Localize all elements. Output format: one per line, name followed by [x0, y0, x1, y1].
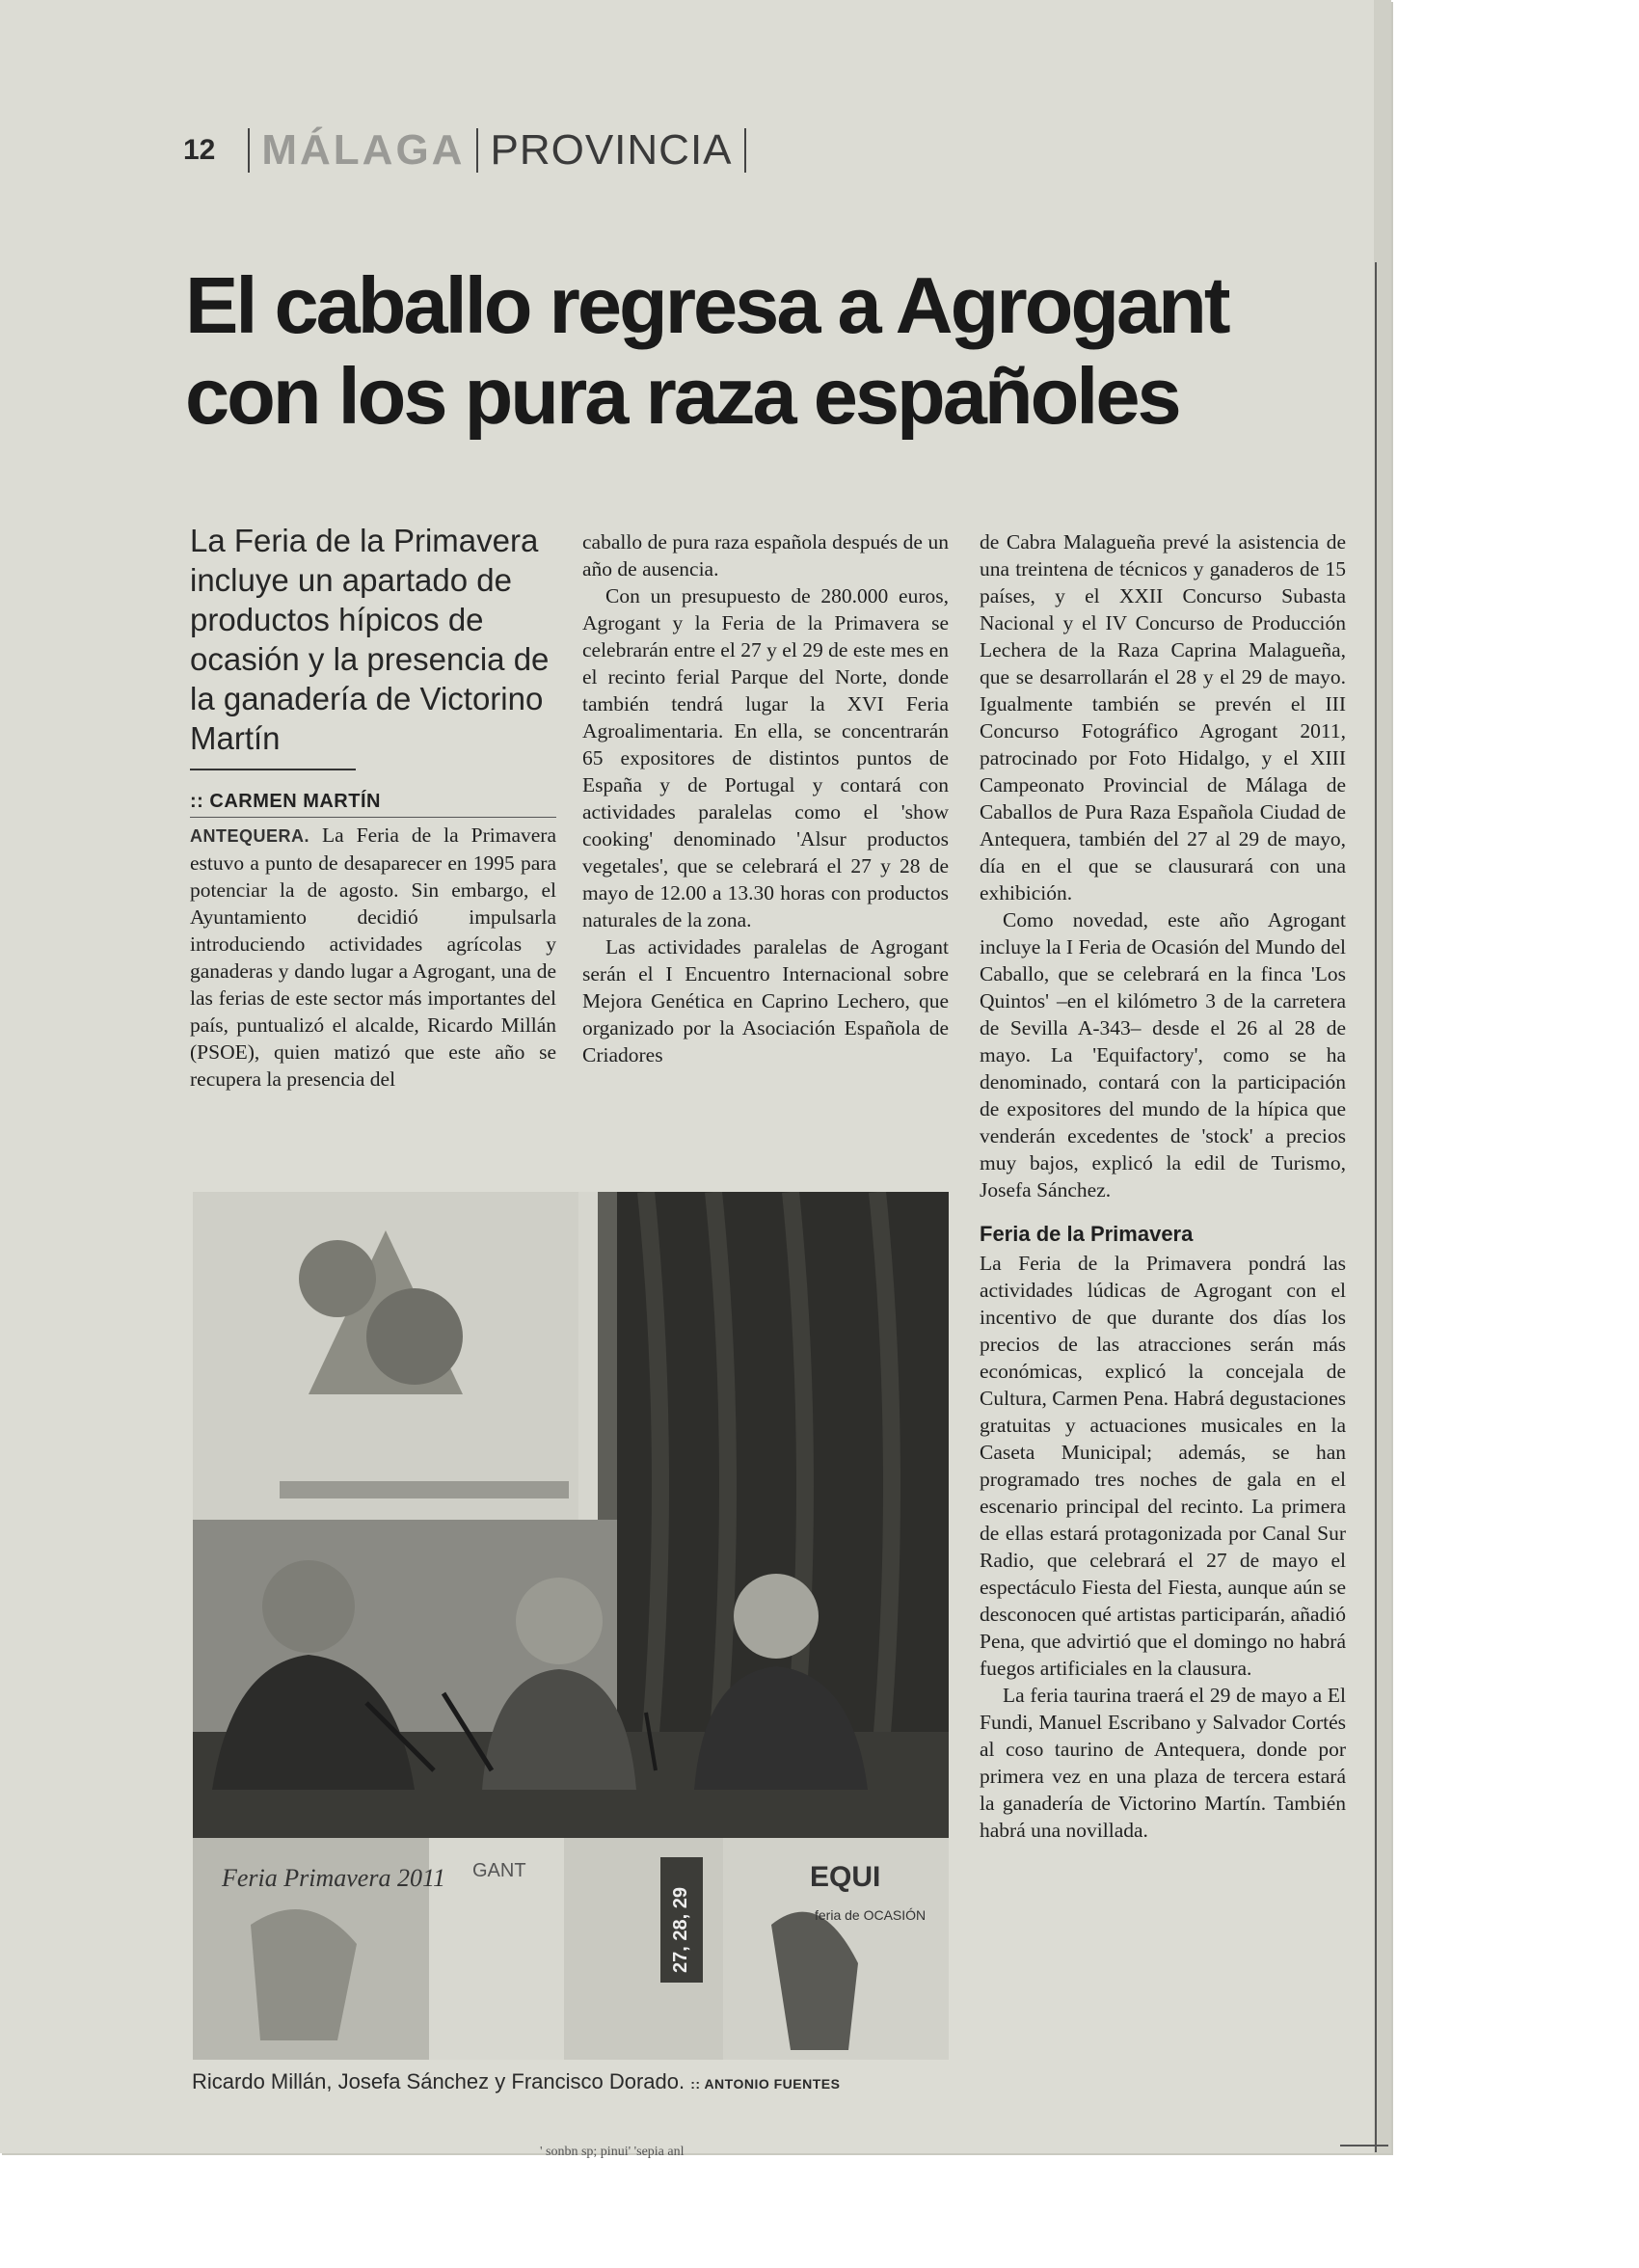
article-column-2 [582, 528, 949, 1068]
header-separator [744, 128, 746, 173]
page-number: 12 [183, 134, 216, 166]
headline-line: con los pura raza españoles [185, 351, 1179, 441]
poster-text: EQUI [810, 1861, 881, 1893]
paragraph: de Cabra Malagueña prevé la asistencia de una treintena de técnicos y ganaderos de 15 países, y el XXII Concurso Subasta Nacional y el IV Concurso de Producción Lechera de la Raza Caprina Malagueña, que se desarrollarán el 28 y el 29 de mayo. Igualmente también se prevén el III Concurso Fotográfico Agrogant 2011, patrocinado por Foto Hidalgo, y el XIII Campeonato Provincial de Málaga de Caballos de Pura Raza Española Ciudad de Antequera, también del 27 al 29 de mayo, día en el que se clausurará con una exhibición. [980, 530, 1346, 904]
poster-text: 27, 28, 29 [670, 1887, 691, 1973]
dateline: ANTEQUERA. [190, 826, 310, 846]
paragraph: La Feria de la Primavera estuvo a punto de desaparecer en 1995 para potenciar la de agosto. Sin embargo, el Ayuntamiento decidió impulsarla introduciendo actividades agrícolas y ganaderas y dando lugar a Agrogant, una de las ferias de este sector más importantes del país, puntualizó el alcalde, Ricardo Millán (PSOE), quien matizó que este año se recupera la presencia del [190, 824, 557, 1091]
deck-rule [190, 769, 356, 770]
headline [185, 260, 1371, 442]
paragraph: caballo de pura raza española después de un año de ausencia. [582, 530, 949, 580]
poster-text: Feria Primavera 2011 [222, 1864, 446, 1892]
paragraph: Las actividades paralelas de Agrogant serán el I Encuentro Internacional sobre Mejora Genética en Caprino Lechero, que organizado por la Asociación Española de Criadores [582, 935, 949, 1066]
bleed-through-text: ' sonbn sp; pinui' 'sepia anl [540, 2145, 685, 2158]
article-column-3 [980, 528, 1346, 1844]
photo-illustration [193, 1192, 949, 2060]
subsection-name: PROVINCIA [490, 126, 733, 174]
byline: :: CARMEN MARTÍN [190, 791, 381, 812]
poster-text: feria de OCASIÓN [815, 1907, 927, 1923]
page-header [183, 125, 758, 176]
corner-rule [1340, 2145, 1388, 2146]
caption-text: Ricardo Millán, Josefa Sánchez y Francisco Dorado. [192, 2069, 685, 2093]
paragraph: La Feria de la Primavera pondrá las actividades lúdicas de Agrogant con el incentivo de que durante dos días los precios de las atracciones serán más económicas, explicó la concejala de Cultura, Carmen Pena. Habrá degustaciones gratuitas y actuaciones musicales en la Caseta Municipal; además, se han programado tres noches de gala en el escenario principal del recinto. La primera de ellas estará protagonizada por Canal Sur Radio, que celebrará el 27 de mayo el espectáculo Fiesta del Fiesta, aunque aún se desconocen qué artistas participarán, añadió Pena, que advirtió que el domingo no habrá fuegos artificiales en la clausura. [980, 1252, 1346, 1680]
header-separator [248, 128, 250, 173]
article-column-1 [190, 822, 556, 1093]
photo-caption [192, 2069, 963, 2094]
headline-line: El caballo regresa a Agrogant [185, 260, 1228, 350]
column-rule [1375, 262, 1377, 2152]
article-deck: La Feria de la Primavera incluye un apartado de productos hípicos de ocasión y la presencia de la ganadería de Victorino Martín [190, 523, 550, 756]
section-name: MÁLAGA [261, 126, 466, 174]
byline-rule [190, 817, 556, 818]
poster-text: GANT [472, 1860, 526, 1881]
subheading: Feria de la Primavera [980, 1222, 1194, 1246]
photo-credit: :: ANTONIO FUENTES [690, 2076, 841, 2092]
press-conference-photo [193, 1192, 949, 2060]
paragraph: Como novedad, este año Agrogant incluye la I Feria de Ocasión del Mundo del Caballo, que se celebrará en la finca 'Los Quintos' –en el kilómetro 3 de la carretera de Sevilla A-343– desde el 26 al 28 de mayo. La 'Equifactory', como se ha denominado, contará con la participación de expositores del mundo de la hípica que venderán excedentes de 'stock' a precios muy bajos, explicó la edil de Turismo, Josefa Sánchez. [980, 908, 1346, 1202]
header-separator [476, 128, 478, 173]
paragraph: La feria taurina traerá el 29 de mayo a El Fundi, Manuel Escribano y Salvador Cortés al coso taurino de Antequera, donde por primera vez en una plaza de tercera estará la ganadería de Victorino Martín. También habrá una novillada. [980, 1684, 1346, 1842]
paragraph: Con un presupuesto de 280.000 euros, Agrogant y la Feria de la Primavera se celebrarán entre el 27 y el 29 de este mes en el recinto ferial Parque del Norte, donde también tendrá lugar la XVI Feria Agroalimentaria. En ella, se concentrarán 65 expositores de distintos puntos de España y de Portugal y contará con actividades paralelas como el 'show cooking' denominado 'Alsur productos vegetales', que se celebrará el 27 y 28 de mayo de 12.00 a 13.30 horas con productos naturales de la zona. [582, 584, 949, 932]
